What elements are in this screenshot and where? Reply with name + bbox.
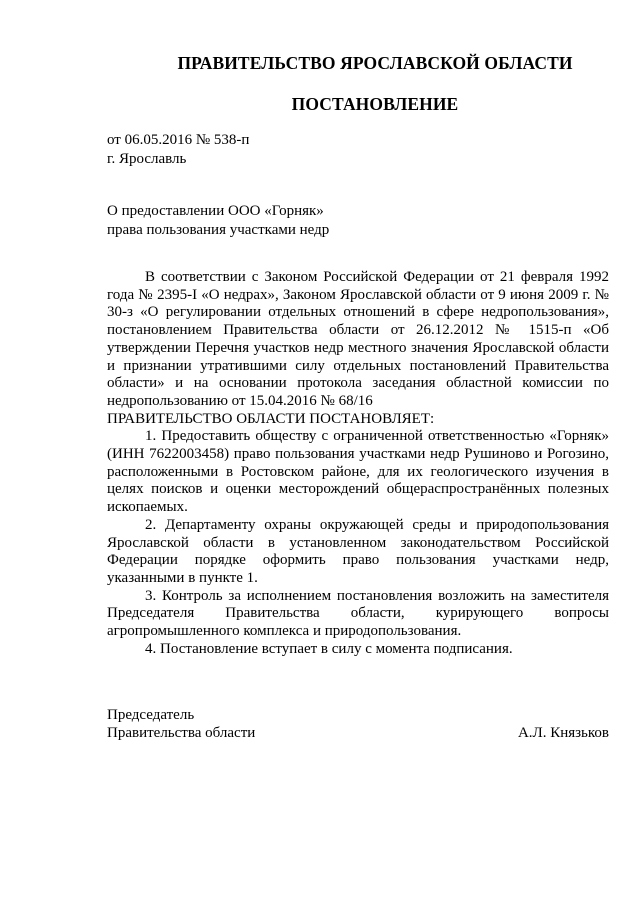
city: г. Ярославль [107, 151, 187, 167]
government-title: ПРАВИТЕЛЬСТВО ЯРОСЛАВСКОЙ ОБЛАСТИ [177, 53, 573, 73]
signature-title-line-1: Председатель [107, 707, 195, 723]
signatory-name: А.Л. Князьков [517, 725, 609, 741]
document-type-title: ПОСТАНОВЛЕНИЕ [291, 94, 459, 114]
signature-title-line-2: Правительства области [107, 725, 256, 741]
date-number: от 06.05.2016 № 538-п [107, 132, 250, 148]
item-1: 1. Предоставить обществу с ограниченной ответственностью «Горняк» (ИНН 7622003458) право пользования участками недр Рушиново и Рогозино, расположенными в Ростовском районе, для их геологического изучения в целях поисков и оценки месторождений общераспространённых полезных ископаемых. [107, 428, 609, 516]
item-3: 3. Контроль за исполнением постановления возложить на заместителя Председателя Правительства области, курирующего вопросы агропромышленного комплекса и природопользования. [107, 587, 609, 640]
preamble-paragraph: В соответствии с Законом Российской Федерации от 21 февраля 1992 года № 2395-I «О недрах», Законом Ярославской области от 9 июня 2009 г. № 30-з «О регулировании отдельных отношений в сфере недропользования», постановлением Правительства области от 26.12.2012 № 1515-п «Об утверждении Перечня участков недр местного значения Ярославской области и признании утратившими силу отдельных постановлений Правительства области» и на основании протокола заседания областной комиссии по недропользованию от 15.04.2016 № 68/16 [107, 269, 609, 409]
signature-block [107, 724, 609, 742]
item-4: 4. Постановление вступает в силу с момента подписания. [145, 640, 513, 657]
item-2: 2. Департаменту охраны окружающей среды и природопользования Ярославской области в установленном законодательством Российской Федерации порядке оформить право пользования участками недр, указанными в пункте 1. [107, 516, 609, 586]
subject-line-1: О предоставлении ООО «Горняк» [107, 203, 324, 219]
document-body [107, 269, 609, 658]
resolves-line: ПРАВИТЕЛЬСТВО ОБЛАСТИ ПОСТАНОВЛЯЕТ: [107, 410, 435, 427]
subject-line-2: права пользования участками недр [107, 222, 330, 238]
signature-title-1 [107, 706, 609, 724]
